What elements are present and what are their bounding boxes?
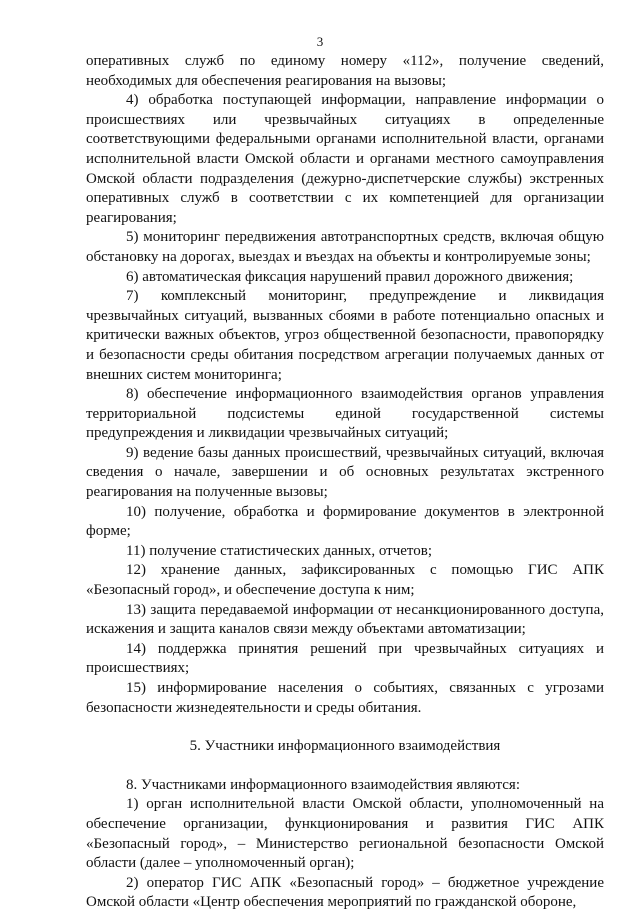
list-item-11: 11) получение статистических данных, отчетов; (126, 542, 433, 559)
list-item-8: 8) обеспечение информационного взаимодействия органов управления территориальной подсистемы единой государственной системы предупреждения и ликвидации чрезвычайных ситуаций; (86, 386, 604, 442)
page-number: 3 (316, 34, 324, 49)
participant-item-1: 1) орган исполнительной власти Омской области, уполномоченный на обеспечение организации, функционирования и развития ГИС АПК «Безопасный город», – Министерство региональной безопасности Омской области (далее – уполномоченный орган); (86, 796, 604, 872)
clause-8-intro: 8. Участниками информационного взаимодействия являются: (126, 776, 520, 793)
list-item-14: 14) поддержка принятия решений при чрезвычайных ситуациях и происшествиях; (86, 640, 604, 677)
list-item-13: 13) защита передаваемой информации от несанкционированного доступа, искажения и защита каналов связи между объектами автоматизации; (86, 601, 604, 638)
list-item-7: 7) комплексный мониторинг, предупреждение и ликвидация чрезвычайных ситуаций, вызванных сбоями в работе потенциально опасных и критически важных объектов, угроз общественной безопасности, правопорядку и безопасности среды обитания посредством агрегации получаемых данных от внешних систем мониторинга; (86, 288, 604, 383)
list-item-9: 9) ведение базы данных происшествий, чрезвычайных ситуаций, включая сведения о начале, завершении и об основных результатах экстренного реагирования на полученные вызовы; (86, 444, 604, 501)
list-item-12: 12) хранение данных, зафиксированных с помощью ГИС АПК «Безопасный город», и обеспечение доступа к ним; (86, 562, 604, 599)
list-item-15: 15) информирование населения о событиях, связанных с угрозами безопасности жизнедеятельности и среды обитания. (86, 680, 604, 716)
list-item-6: 6) автоматическая фиксация нарушений правил дорожного движения; (126, 268, 574, 285)
paragraph: оперативных служб по единому номеру «112», получение сведений, необходимых для обеспечения реагирования на вызовы; (86, 53, 604, 89)
list-item-10: 10) получение, обработка и формирование документов в электронной форме; (86, 503, 604, 540)
list-item-4: 4) обработка поступающей информации, направление информации о происшествиях или чрезвычайных ситуациях в определенные соответствующими федеральными органами исполнительной власти, органами исполнительной власти Омской области и органами местного самоуправления Омской области подразделения (дежурно-диспетчерские службы) экстренных оперативных служб в соответствии с их компетенцией для организации реагирования; (86, 92, 604, 226)
section-heading: 5. Участники информационного взаимодействия (189, 738, 501, 755)
document-body (86, 52, 604, 913)
list-item-5: 5) мониторинг передвижения автотранспортных средств, включая общую обстановку на дорогах, выездах и въездах на объекты и контролируемые зоны; (86, 229, 604, 265)
participant-item-2: 2) оператор ГИС АПК «Безопасный город» – бюджетное учреждение Омской области «Центр обеспечения мероприятий по гражданской обороне, (86, 874, 604, 911)
